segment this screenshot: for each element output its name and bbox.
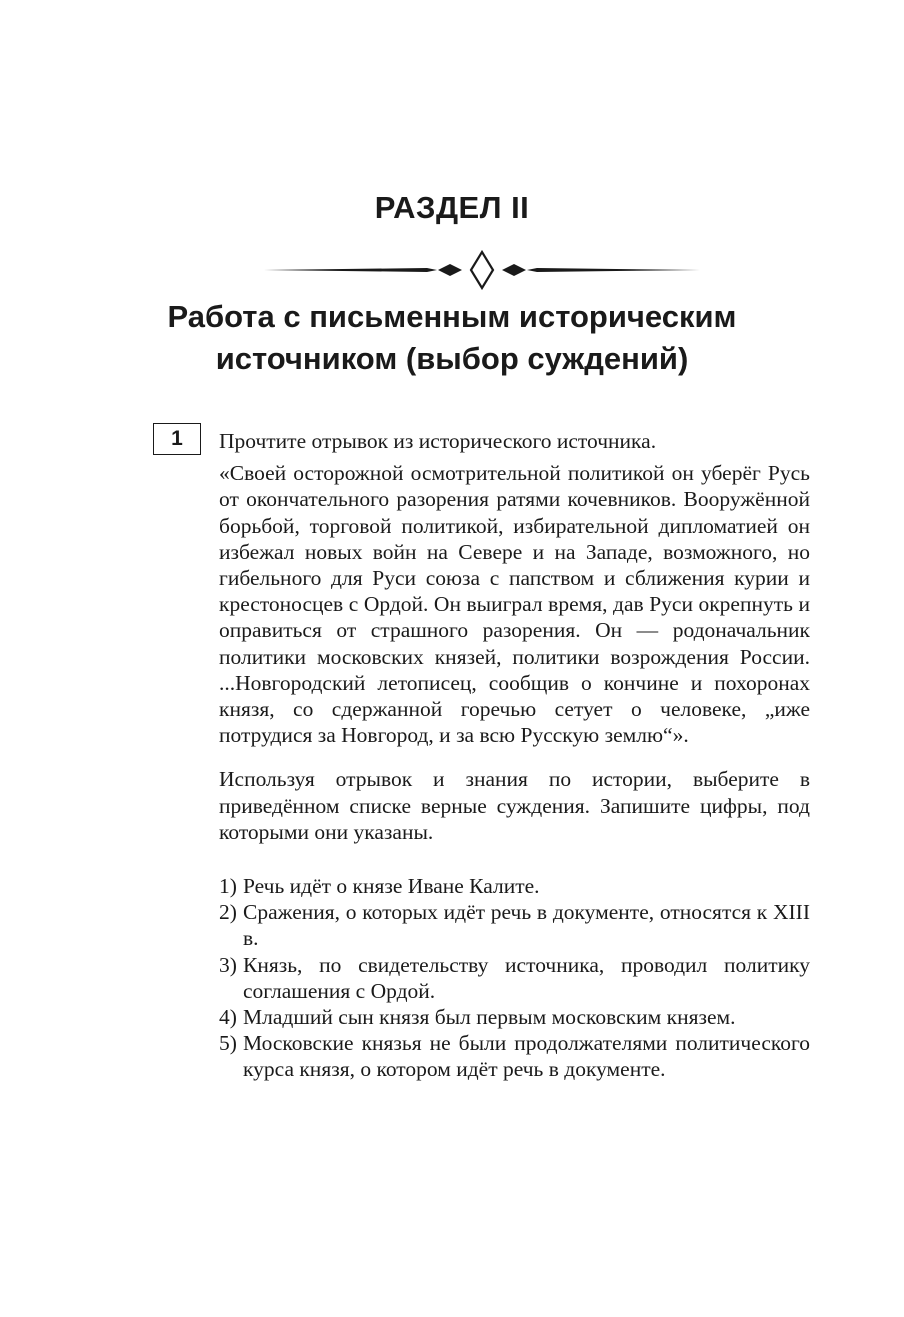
task-number-box: 1 [153, 423, 201, 455]
option-text: Речь идёт о князе Иване Калите. [243, 874, 540, 899]
list-item [219, 1004, 810, 1030]
option-number: 2) [219, 900, 237, 925]
option-number: 1) [219, 874, 237, 899]
option-number: 4) [219, 1005, 237, 1030]
list-item [219, 952, 810, 1004]
answer-options-list [219, 873, 810, 1083]
option-text: Князь, по свидетельству источника, проводил политику соглашения с Ордой. [243, 952, 810, 1003]
list-item [219, 899, 810, 951]
task-intro: Прочтите отрывок из исторического источника. [219, 429, 657, 453]
list-item [219, 873, 810, 899]
option-text: Младший сын князя был первым московским князем. [243, 1005, 736, 1030]
list-item [219, 1030, 810, 1082]
chapter-title-line-1: Работа с письменным историческим [167, 299, 737, 334]
chapter-title-line-2: источником (выбор суждений) [215, 341, 689, 376]
option-text: Сражения, о которых идёт речь в документе, относятся к XIII в. [243, 900, 810, 951]
task-body [219, 428, 810, 1083]
task-instruction: Используя отрывок и знания по истории, выберите в приведённом списке верные суждения. Запишите цифры, под которыми они указаны. [219, 767, 810, 844]
chapter-title [0, 296, 904, 380]
option-number: 5) [219, 1031, 237, 1056]
option-number: 3) [219, 952, 237, 977]
section-heading: РАЗДЕЛ II [374, 190, 530, 225]
decorative-divider [262, 250, 702, 290]
option-text: Московские князья не были продолжателями политического курса князя, о котором идёт речь в документе. [243, 1031, 810, 1082]
source-quote: «Своей осторожной осмотрительной политикой он уберёг Русь от окончательного разорения ратями кочевников. Вооружённой борьбой, торговой политикой, избирательной дипломатией он избежал новых войн на Севере и на Западе, возможного, но гибельного для Руси союза с папством и сближения курии и крестоносцев с Ордой. Он выиграл время, дав Руси окрепнуть и оправиться от страшного разорения. Он — родоначальник политики московских князей, политики возрождения России. ...Новгородский летописец, сообщив о кончине и похоронах князя, со сдержанной горечью сетует о человеке, „иже потрудися за Новгород, и за всю Русскую землю“». [219, 461, 810, 748]
